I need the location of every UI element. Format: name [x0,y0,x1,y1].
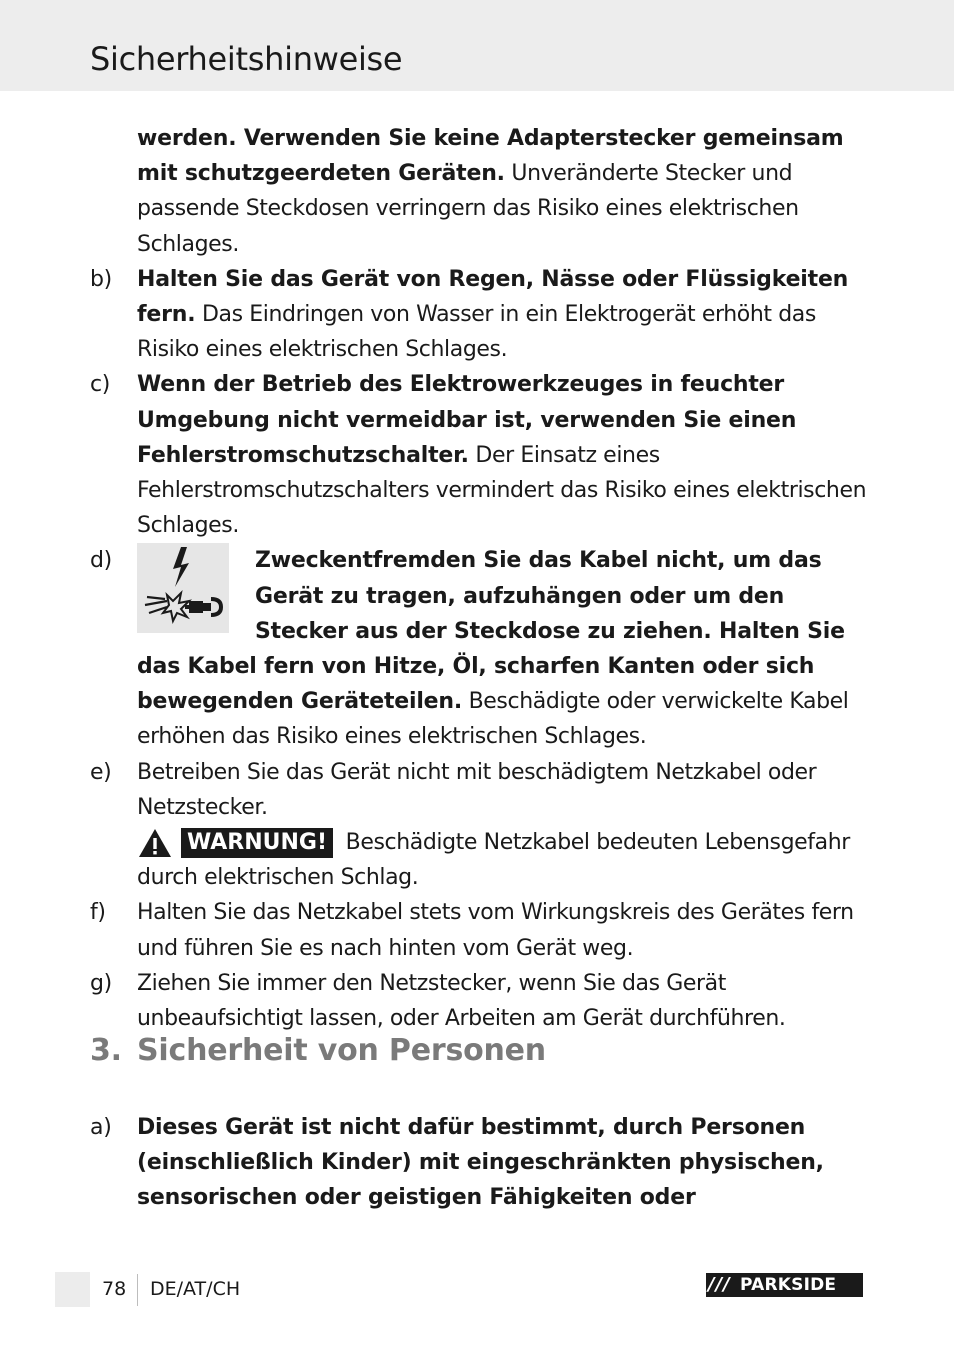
section-3-list [90,1110,870,1216]
item-marker: a) [90,1115,112,1140]
list-item-section3-a [90,1110,870,1216]
item-marker: b) [90,266,112,292]
item-b-text: Das Eindringen von Wasser in ein Elektrogerät erhöht das Risiko eines elektrischen Schlages. [137,302,816,363]
item-e-text: Betreiben Sie das Gerät nicht mit beschädigtem Netzkabel oder Netzstecker. [137,759,817,820]
logo-text: PARKSIDE [740,1275,837,1295]
footer-divider [137,1274,138,1306]
warning-line [137,825,870,895]
item-d-text: Beschädigte oder verwickelte Kabel erhöhen das Risiko eines elektrischen Schlages. [137,689,849,750]
page-title: Sicherheitshinweise [90,40,403,78]
parkside-logo [706,1273,863,1297]
item-b-bold: Halten Sie das Gerät von Regen, Nässe oder Flüssigkeiten fern. [137,266,849,328]
item-marker: f) [90,900,106,926]
item-marker: c) [90,372,110,398]
section-title: Sicherheit von Personen [137,1033,546,1068]
list-item-f [90,895,870,965]
safety-list [90,121,870,1036]
item-c-text: Der Einsatz eines Fehlerstromschutzschalters vermindert das Risiko eines elektrischen Schlages. [137,442,867,539]
item-a-bold: werden. Verwenden Sie keine Adapterstecker gemeinsam mit schutzgeerdeten Geräten. [137,126,844,187]
list-item-a-continued [90,121,870,262]
warning-badge: WARNUNG! [181,828,333,858]
locale-label: DE/AT/CH [150,1278,241,1300]
list-item-b [90,262,870,368]
item-marker: d) [90,548,112,574]
list-item-g [90,966,870,1036]
warning-text: Beschädigte Netzkabel bedeuten Lebensgefahr durch elektrischen Schlag. [137,830,850,891]
page-header [0,0,954,91]
item-marker: e) [90,759,112,785]
list-item-e [90,755,870,896]
footer-marker-box [55,1272,90,1307]
item-marker: g) [90,970,112,996]
item-a-text: Unveränderte Stecker und passende Steckdosen verringern das Risiko eines elektrischen Schlages. [137,161,799,257]
item-f-text: Halten Sie das Netzkabel stets vom Wirkungskreis des Gerätes fern und führen Sie es nach hinten vom Gerät weg. [137,900,854,961]
warning-triangle-icon [137,827,173,859]
section3-a-bold: Dieses Gerät ist nicht dafür bestimmt, durch Personen (einschließlich Kinder) mit eingeschränkten physischen, sensorischen oder geistigen Fähigkeiten oder [137,1115,824,1211]
item-d-bold: Zweckentfremden Sie das Kabel nicht, um das Gerät zu tragen, aufzuhängen oder um den Stecker aus der Steckdose zu ziehen. Halten Sie das Kabel fern von Hitze, Öl, scharfen Kanten oder sich bewegenden Geräteteilen. [137,548,845,715]
item-g-text: Ziehen Sie immer den Netzstecker, wenn Sie das Gerät unbeaufsichtigt lassen, oder Arbeiten am Gerät durchführen. [137,970,786,1032]
list-item-d [90,543,870,754]
logo-slashes-icon: /// [708,1274,731,1295]
section-number: 3. [90,1033,122,1068]
section-heading [90,1033,546,1068]
item-c-bold: Wenn der Betrieb des Elektrowerkzeuges in feuchter Umgebung nicht vermeidbar ist, verwenden Sie einen Fehlerstromschutzschalter. [137,372,797,468]
list-item-c [90,367,870,543]
page-number: 78 [102,1278,127,1300]
electric-shock-cable-icon [137,543,229,633]
